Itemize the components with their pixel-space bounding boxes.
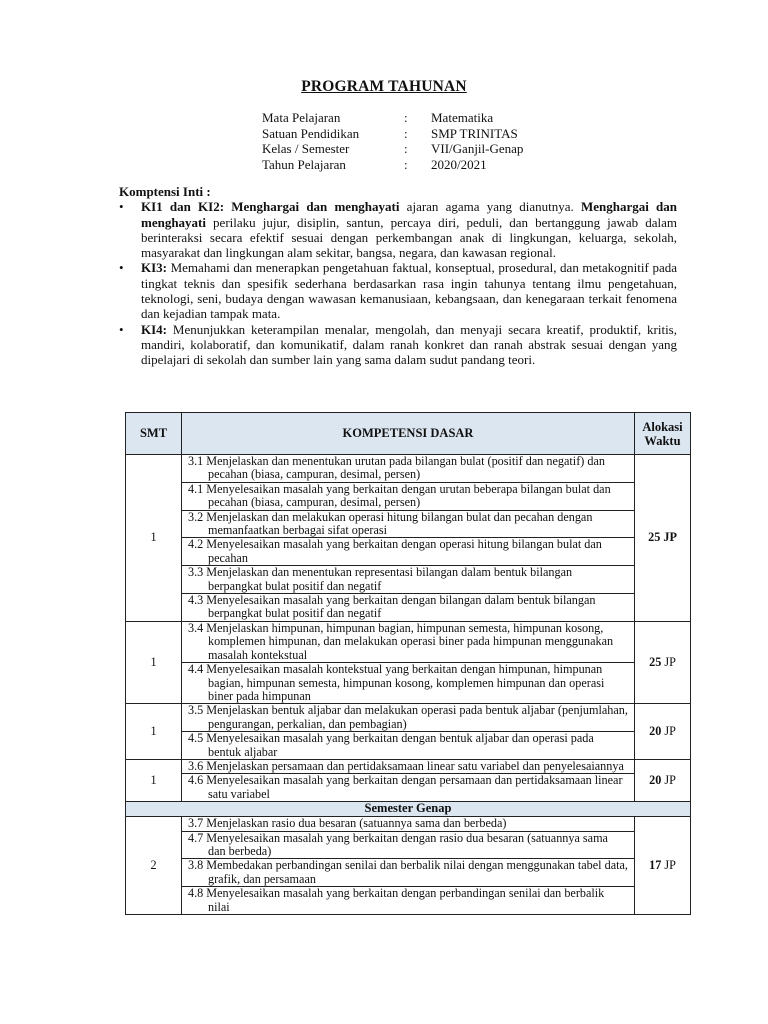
jp-number: 20 [649, 772, 662, 787]
bullet-icon: • [119, 260, 124, 276]
jp-unit: JP [660, 530, 677, 545]
meta-key: Satuan Pendidikan [262, 125, 360, 141]
kd-item: 4.7 Menyelesaikan masalah yang berkaitan dengan rasio dua besaran (satuannya sama dan berbeda) [182, 832, 634, 860]
kd-item: 4.2 Menyelesaikan masalah yang berkaitan dengan operasi hitung bilangan bulat dan pecahan [182, 538, 634, 566]
meta-row [262, 157, 523, 173]
table-row [126, 621, 691, 703]
ki-text: Menunjukkan keterampilan menalar, mengolah, dan menyaji secara kreatif, produktif, kritis, mandiri, kolaboratif, dan komunikatif, dalam ranah konkret dan ranah abstrak sesuai dengan yang dipelajari di sekolah dan sumber lain yang sama dalam sudut pandang teori. [141, 321, 677, 368]
header-alokasi-waktu [635, 413, 691, 455]
meta-row [262, 110, 523, 126]
kd-item: 4.5 Menyelesaikan masalah yang berkaitan dengan bentuk aljabar dan operasi pada bentuk aljabar [188, 731, 594, 759]
meta-value: Matematika [431, 110, 494, 125]
kompetensi-dasar-table [125, 412, 691, 915]
ki-item [119, 199, 677, 260]
alokasi-waktu-cell [635, 817, 691, 915]
table-body-ganjil [126, 455, 691, 802]
header-alokasi-line1: Alokasi [642, 419, 683, 434]
kd-item: 4.3 Menyelesaikan masalah yang berkaitan dengan bilangan dalam bentuk bilangan berpangkat bulat positif dan negatif [188, 593, 596, 621]
ki-text: ajaran agama yang dianutnya. [399, 199, 581, 215]
identity-block [262, 110, 523, 172]
meta-colon: : [404, 110, 408, 125]
alokasi-waktu-cell [635, 704, 691, 760]
meta-value: 2020/2021 [431, 156, 487, 172]
smt-cell: 2 [126, 817, 182, 915]
table-body-genap [126, 817, 691, 915]
ki-bold-lead: KI1 dan KI2: Menghargai dan menghayati [141, 199, 400, 215]
meta-key: Mata Pelajaran [262, 110, 341, 125]
meta-row [262, 126, 523, 142]
kd-item: 4.8 Menyelesaikan masalah yang berkaitan dengan perbandingan senilai dan berbalik nilai [188, 886, 605, 914]
kd-cell [182, 817, 635, 915]
table-row [126, 759, 691, 801]
kd-item: 3.4 Menjelaskan himpunan, himpunan bagian, himpunan semesta, himpunan kosong, komplemen himpunan, dan melakukan operasi biner pada himpunan menggunakan masalah kontekstual [182, 622, 634, 663]
table-header-row [126, 413, 691, 455]
kd-item: 3.3 Menjelaskan dan menentukan representasi bilangan dalam bentuk bilangan berpangkat bulat positif dan negatif [182, 566, 634, 594]
kd-item: 3.2 Menjelaskan dan melakukan operasi hitung bilangan bulat dan pecahan dengan memanfaatkan berbagai sifat operasi [182, 511, 634, 539]
ki-item [119, 322, 677, 368]
header-kompetensi-dasar: KOMPETENSI DASAR [182, 413, 635, 455]
jp-unit: JP [661, 857, 676, 872]
kd-cell [182, 704, 635, 760]
jp-number: 20 [649, 723, 662, 738]
meta-key: Tahun Pelajaran [262, 156, 346, 172]
ki-bold-lead: KI3: [141, 260, 167, 276]
jp-number: 25 [648, 530, 661, 545]
jp-number: 17 [649, 857, 662, 872]
kd-cell [182, 455, 635, 622]
alokasi-waktu-cell [635, 759, 691, 801]
semester-genap-label: Semester Genap [126, 802, 691, 817]
bullet-icon: • [119, 199, 124, 215]
table-body-semester-label [126, 802, 691, 817]
smt-cell: 1 [126, 704, 182, 760]
kd-item: 4.4 Menyelesaikan masalah kontekstual yang berkaitan dengan himpunan, himpunan bagian, himpunan semesta, himpunan kosong, komplemen himpunan dan operasi biner pada himpunan [188, 662, 605, 703]
ki-bold-mid: Menghargai dan menghayati [141, 199, 677, 230]
ki-text: Memahami dan menerapkan pengetahuan faktual, konseptual, prosedural, dan metakognitif pada tingkat teknis dan spesifik sederhana berdasarkan rasa ingin tahunya tentang ilmu pengetahuan, teknologi, seni, budaya dengan wawasan kemanusiaan, kebangsaan, dan kenegaraan terkait fenomena dan kejadian tampak mata. [141, 260, 677, 322]
meta-key: Kelas / Semester [262, 141, 350, 156]
smt-cell: 1 [126, 621, 182, 703]
meta-value: SMP TRINITAS [431, 125, 518, 141]
kd-item: 3.7 Menjelaskan rasio dua besaran (satuannya sama dan berbeda) [182, 817, 634, 831]
jp-unit: JP [661, 723, 676, 738]
kd-item: 4.6 Menyelesaikan masalah yang berkaitan dengan persamaan dan pertidaksamaan linear satu variabel [188, 773, 623, 801]
ki-bold-lead: KI4: [141, 321, 167, 337]
ki-heading: Komptensi Inti : [119, 184, 211, 199]
header-alokasi-line2: Waktu [644, 433, 681, 448]
kd-item: 3.6 Menjelaskan persamaan dan pertidaksamaan linear satu variabel dan penyelesaiannya [182, 760, 634, 774]
kd-item: 3.8 Membedakan perbandingan senilai dan berbalik nilai dengan menggunakan tabel data, grafik, dan persamaan [182, 859, 634, 887]
kd-item: 3.5 Menjelaskan bentuk aljabar dan melakukan operasi pada bentuk aljabar (penjumlahan, pengurangan, perkalian, dan pembagian) [182, 704, 634, 732]
jp-unit: JP [661, 772, 676, 787]
page-title: PROGRAM TAHUNAN [301, 78, 467, 95]
smt-cell: 1 [126, 759, 182, 801]
alokasi-waktu-cell [635, 455, 691, 622]
header-smt: SMT [126, 413, 182, 455]
jp-unit: JP [661, 654, 676, 669]
bullet-icon: • [119, 321, 124, 337]
meta-colon: : [404, 125, 408, 141]
kd-cell [182, 621, 635, 703]
ki-text: perilaku jujur, disiplin, santun, percaya diri, peduli, dan bertanggung jawab dalam berinteraksi secara efektif sesuai dengan perkembangan anak di lingkungan, keluarga, sekolah, masyarakat dan lingkungan alam sekitar, bangsa, negara, dan kawasan regional. [141, 214, 677, 261]
jp-number: 25 [649, 654, 662, 669]
semester-genap-row [126, 802, 691, 817]
kd-item: 4.1 Menyelesaikan masalah yang berkaitan dengan urutan beberapa bilangan bulat dan pecahan (biasa, campuran, desimal, persen) [182, 483, 634, 511]
meta-value: VII/Ganjil-Genap [431, 141, 524, 156]
ki-item [119, 260, 677, 321]
table-row [126, 455, 691, 622]
ki-list [119, 199, 677, 367]
alokasi-waktu-cell [635, 621, 691, 703]
smt-cell: 1 [126, 455, 182, 622]
table-row [126, 817, 691, 915]
meta-colon: : [404, 156, 408, 172]
kd-cell [182, 759, 635, 801]
table-row [126, 704, 691, 760]
meta-colon: : [404, 141, 408, 156]
kd-item: 3.1 Menjelaskan dan menentukan urutan pada bilangan bulat (positif dan negatif) dan pecahan (biasa, campuran, desimal, persen) [182, 455, 634, 483]
kompetensi-inti-section [119, 184, 677, 368]
meta-row [262, 141, 523, 157]
